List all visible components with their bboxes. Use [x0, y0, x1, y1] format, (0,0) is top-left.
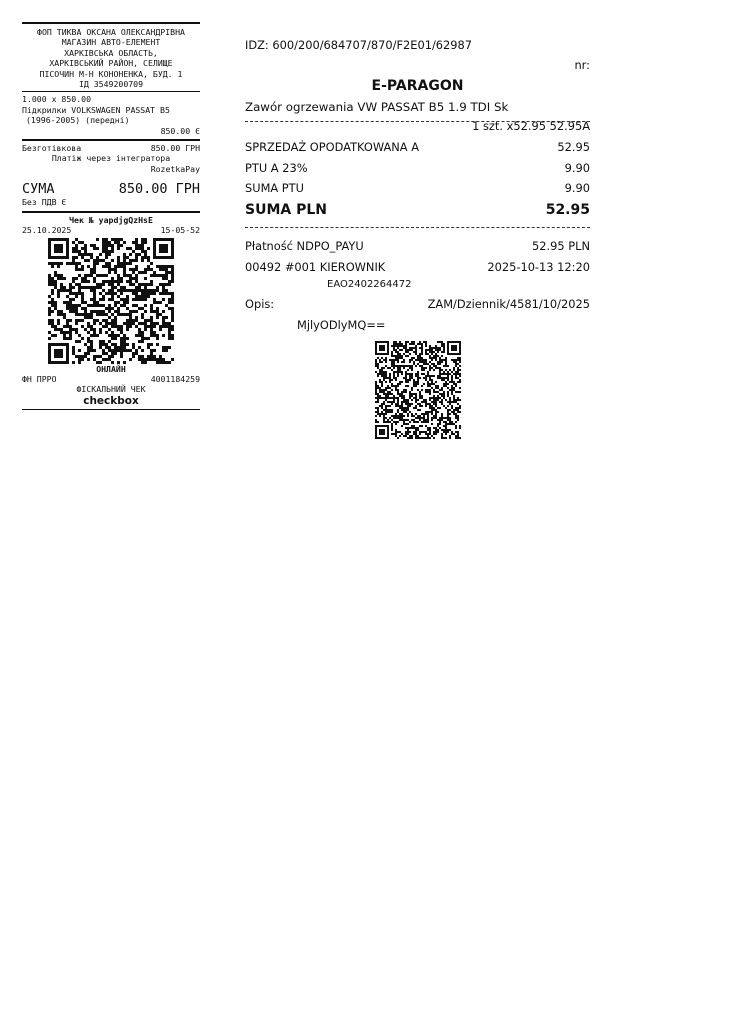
total-label: SUMA PLN — [245, 202, 327, 218]
ukrainian-fiscal-receipt — [22, 22, 200, 410]
token: MjlyODlyMQ== — [297, 318, 386, 332]
payment-label: Безготівкова — [22, 143, 82, 154]
total-value: 52.95 — [545, 202, 590, 218]
payment-amount: 850.00 ГРН — [150, 143, 200, 154]
vat-note: Без ПДВ Є — [22, 197, 67, 208]
product-name: Zawór ogrzewania VW PASSAT B5 1.9 TDI Sk — [245, 100, 509, 114]
item-block — [22, 92, 200, 139]
payment-label: Płatność NDPO_PAYU — [245, 239, 364, 253]
shop-name: МАГАЗИН АВТО-ЕЛЕМЕНТ — [61, 37, 161, 48]
check-datetime — [22, 225, 200, 235]
tax-id: ІД 3549200709 — [78, 79, 144, 90]
qty-line: 1 szt. x52.95 52.95A — [472, 119, 590, 133]
idz-line: IDZ: 600/200/684707/870/F2E01/62987 — [245, 38, 473, 52]
payment-integrator: RozetkaPay — [150, 163, 200, 174]
dashed-divider — [245, 227, 590, 228]
payment-via: Платіж через інтегратора — [51, 153, 171, 164]
total-row — [245, 202, 590, 218]
fn-value: 4001184259 — [150, 373, 200, 384]
row-value: 9.90 — [564, 181, 590, 195]
item-name-cont: (1996-2005) (передні) — [26, 115, 130, 126]
row-value: 9.90 — [564, 161, 590, 175]
opis-label: Opis: — [245, 297, 275, 311]
address-line: ПІСОЧИН М-Н КОНОНЕНКА, БУД. 1 — [39, 68, 183, 79]
check-date: 25.10.2025 — [22, 225, 72, 236]
row-label: SUMA PTU — [245, 181, 304, 195]
address-line: ХАРКІВСЬКИЙ РАЙОН, СЕЛИЩЕ — [49, 58, 173, 69]
fn-label: ФН ПРРО — [22, 373, 57, 384]
merchant-header — [22, 24, 200, 91]
receipt-title: E-PARAGON — [371, 78, 464, 94]
qr-code — [48, 238, 174, 364]
online-label: ОНЛАЙН — [96, 363, 126, 374]
tax-row — [245, 161, 590, 175]
cashier-datetime: 2025-10-13 12:20 — [487, 260, 590, 274]
payment-block — [22, 141, 200, 177]
total-amount: 850.00 ГРН — [118, 181, 200, 198]
item-name: Підкрилки VOLKSWAGEN PASSAT B5 — [22, 104, 170, 115]
bottom-rule — [22, 409, 200, 410]
row-label: PTU A 23% — [245, 161, 308, 175]
fiscal-label: ФІСКАЛЬНИЙ ЧЕК — [76, 384, 146, 395]
total-row — [22, 177, 200, 197]
nr-label: nr: — [574, 58, 590, 72]
address-line: ХАРКІВСЬКА ОБЛАСТЬ, — [64, 47, 158, 58]
cashier-row — [245, 260, 590, 274]
payment-row — [245, 239, 590, 253]
item-qty-price: 1.000 x 850.00 — [22, 94, 92, 105]
opis-row — [245, 297, 590, 311]
payment-value: 52.95 PLN — [532, 239, 590, 253]
total-label: СУМА — [22, 181, 55, 198]
cashier-label: 00492 #001 KIEROWNIK — [245, 260, 386, 274]
receipt-code: EAO2402264472 — [327, 279, 412, 290]
check-number: Чек № yapdjgQzHsE — [69, 214, 153, 225]
check-time: 15-05-52 — [160, 225, 200, 236]
merchant-name: ФОП ТИКВА ОКСАНА ОЛЕКСАНДРІВНА — [37, 27, 185, 37]
checkbox-logo: checkbox — [83, 394, 139, 407]
row-value: 52.95 — [557, 140, 590, 154]
fn-row — [22, 374, 200, 384]
payment-row — [22, 143, 200, 153]
tax-row — [245, 140, 590, 154]
qr-code — [375, 341, 461, 439]
tax-row — [245, 181, 590, 195]
row-label: SPRZEDAŻ OPODATKOWANA A — [245, 140, 420, 154]
item-amount: 850.00 Є — [160, 125, 200, 136]
opis-value: ZAM/Dziennik/4581/10/2025 — [427, 297, 590, 311]
